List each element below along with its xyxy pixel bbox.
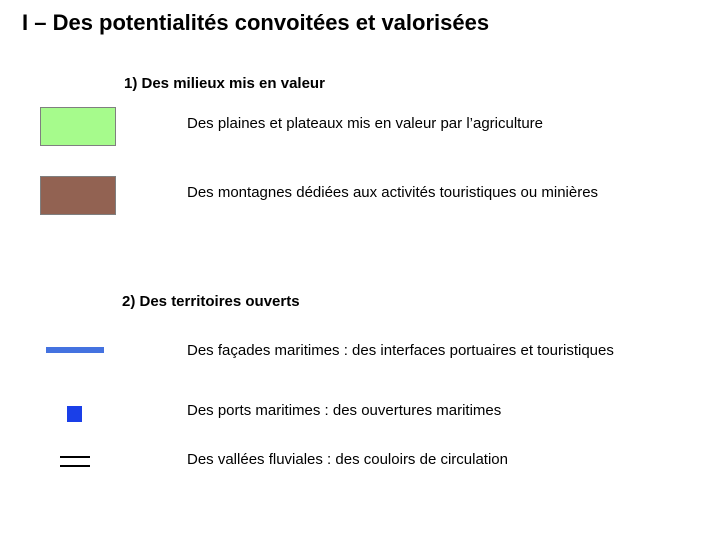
valley-line-top <box>60 456 90 458</box>
page-title: I – Des potentialités convoitées et valorisées <box>22 10 490 35</box>
legend-label-ports: Des ports maritimes : des ouvertures maritimes <box>187 402 502 419</box>
valley-line-bottom <box>60 465 90 467</box>
section-heading-milieux: 1) Des milieux mis en valeur <box>124 75 325 92</box>
legend-symbol-valley-double-line <box>60 455 90 468</box>
legend-symbol-facade-line <box>46 347 104 353</box>
legend-swatch-mountains <box>40 176 116 215</box>
legend-swatch-plains <box>40 107 116 146</box>
section-heading-territoires: 2) Des territoires ouverts <box>122 293 300 310</box>
legend-symbol-port-square <box>67 406 82 422</box>
legend-label-mountains: Des montagnes dédiées aux activités touristiques ou minières <box>187 184 599 201</box>
legend-label-plains: Des plaines et plateaux mis en valeur par l’agriculture <box>187 115 544 132</box>
legend-label-facades: Des façades maritimes : des interfaces portuaires et touristiques <box>187 342 614 359</box>
legend-label-valleys: Des vallées fluviales : des couloirs de circulation <box>187 451 508 468</box>
